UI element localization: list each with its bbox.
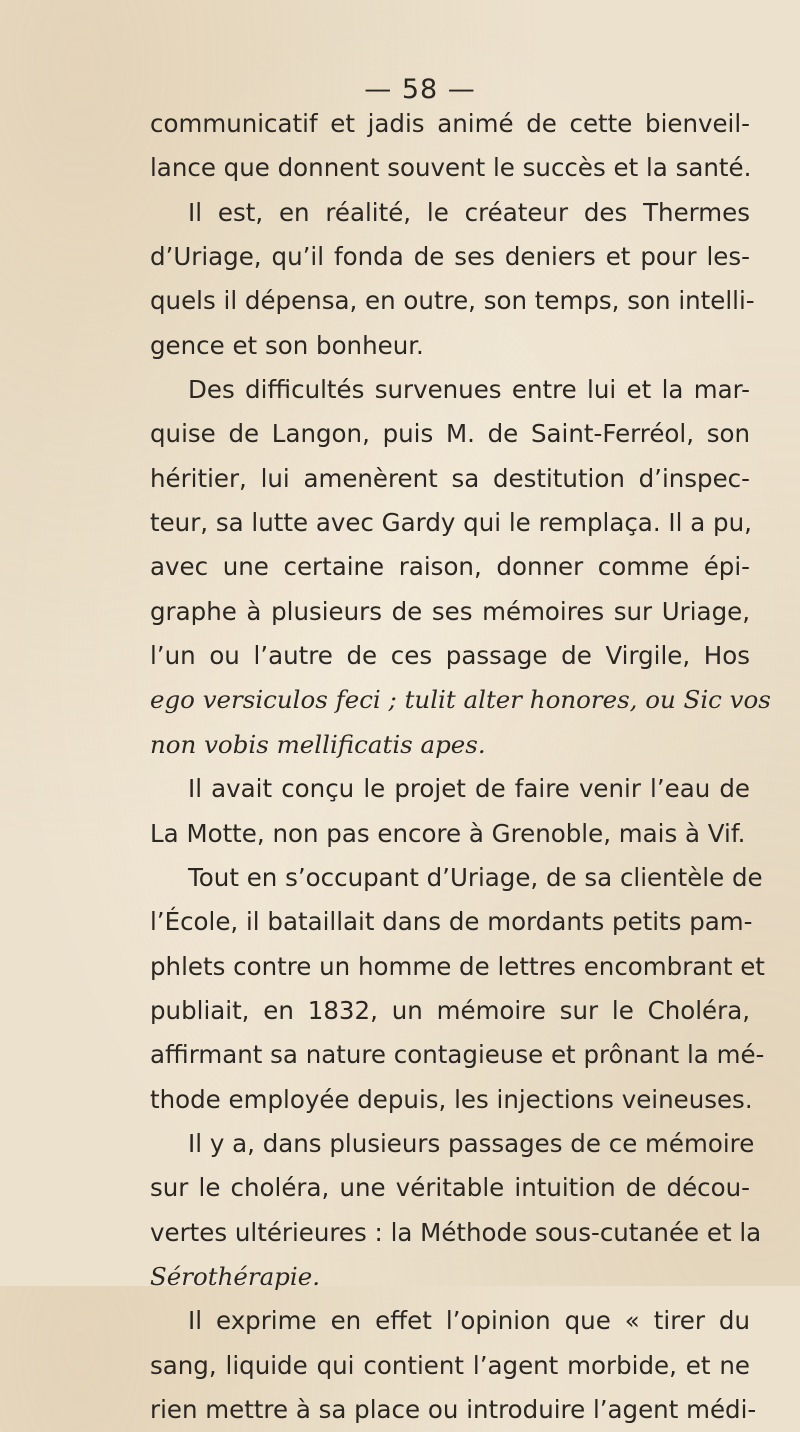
text-line: lance que donnent souvent le succès et la santé. <box>150 153 752 183</box>
text-line: teur, sa lutte avec Gardy qui le remplaça. Il a pu, <box>150 508 752 538</box>
text-line: l’École, il bataillait dans de mordants petits pam- <box>150 907 753 937</box>
text-line: héritier, lui amenèrent sa destitution d’inspec- <box>150 463 750 493</box>
text-line: vertes ultérieures : la Méthode sous-cutanée et la <box>150 1217 762 1247</box>
text-line: Tout en s’occupant d’Uriage, de sa clientèle de <box>188 862 763 892</box>
text-line: publiait, en 1832, un mémoire sur le Choléra, <box>150 995 750 1025</box>
text-line: Sérothérapie. <box>150 1261 320 1291</box>
text-line: La Motte, non pas encore à Grenoble, mais à Vif. <box>150 818 746 848</box>
text-line: rien mettre à sa place ou introduire l’agent médi- <box>150 1394 757 1424</box>
text-line: Il est, en réalité, le créateur des Thermes <box>188 197 750 227</box>
page-number: — 58 — <box>364 74 476 105</box>
text-line: non vobis mellificatis apes. <box>150 729 486 759</box>
text-line: sang, liquide qui contient l’agent morbide, et ne <box>150 1350 750 1380</box>
text-line: Des difficultés survenues entre lui et la mar- <box>188 375 750 405</box>
text-line: affirmant sa nature contagieuse et prônant la mé- <box>150 1040 765 1070</box>
text-line: sur le choléra, une véritable intuition de décou- <box>150 1173 750 1203</box>
text-line: Il y a, dans plusieurs passages de ce mémoire <box>188 1128 755 1158</box>
text-line: quise de Langon, puis M. de Saint-Ferréol, son <box>150 419 750 449</box>
body-text <box>150 102 771 1432</box>
text-line: avec une certaine raison, donner comme épi- <box>150 552 750 582</box>
text-line: l’un ou l’autre de ces passage de Virgile, Hos <box>150 641 750 671</box>
text-line: Il avait conçu le projet de faire venir l’eau de <box>188 774 750 804</box>
text-line: d’Uriage, qu’il fonda de ses deniers et pour les- <box>150 242 750 272</box>
text-line: Il exprime en effet l’opinion que « tirer du <box>188 1306 750 1336</box>
text-line: quels il dépensa, en outre, son temps, son intelli- <box>150 286 755 316</box>
text-line: graphe à plusieurs de ses mémoires sur Uriage, <box>150 596 750 626</box>
text-line: communicatif et jadis animé de cette bienveil- <box>150 109 750 138</box>
text-line: thode employée depuis, les injections veineuses. <box>150 1084 753 1114</box>
text-line: gence et son bonheur. <box>150 330 424 360</box>
text-line: ego versiculos feci ; tulit alter honores, ou Sic vos <box>150 685 771 715</box>
text-line: phlets contre un homme de lettres encombrant et <box>150 951 765 981</box>
